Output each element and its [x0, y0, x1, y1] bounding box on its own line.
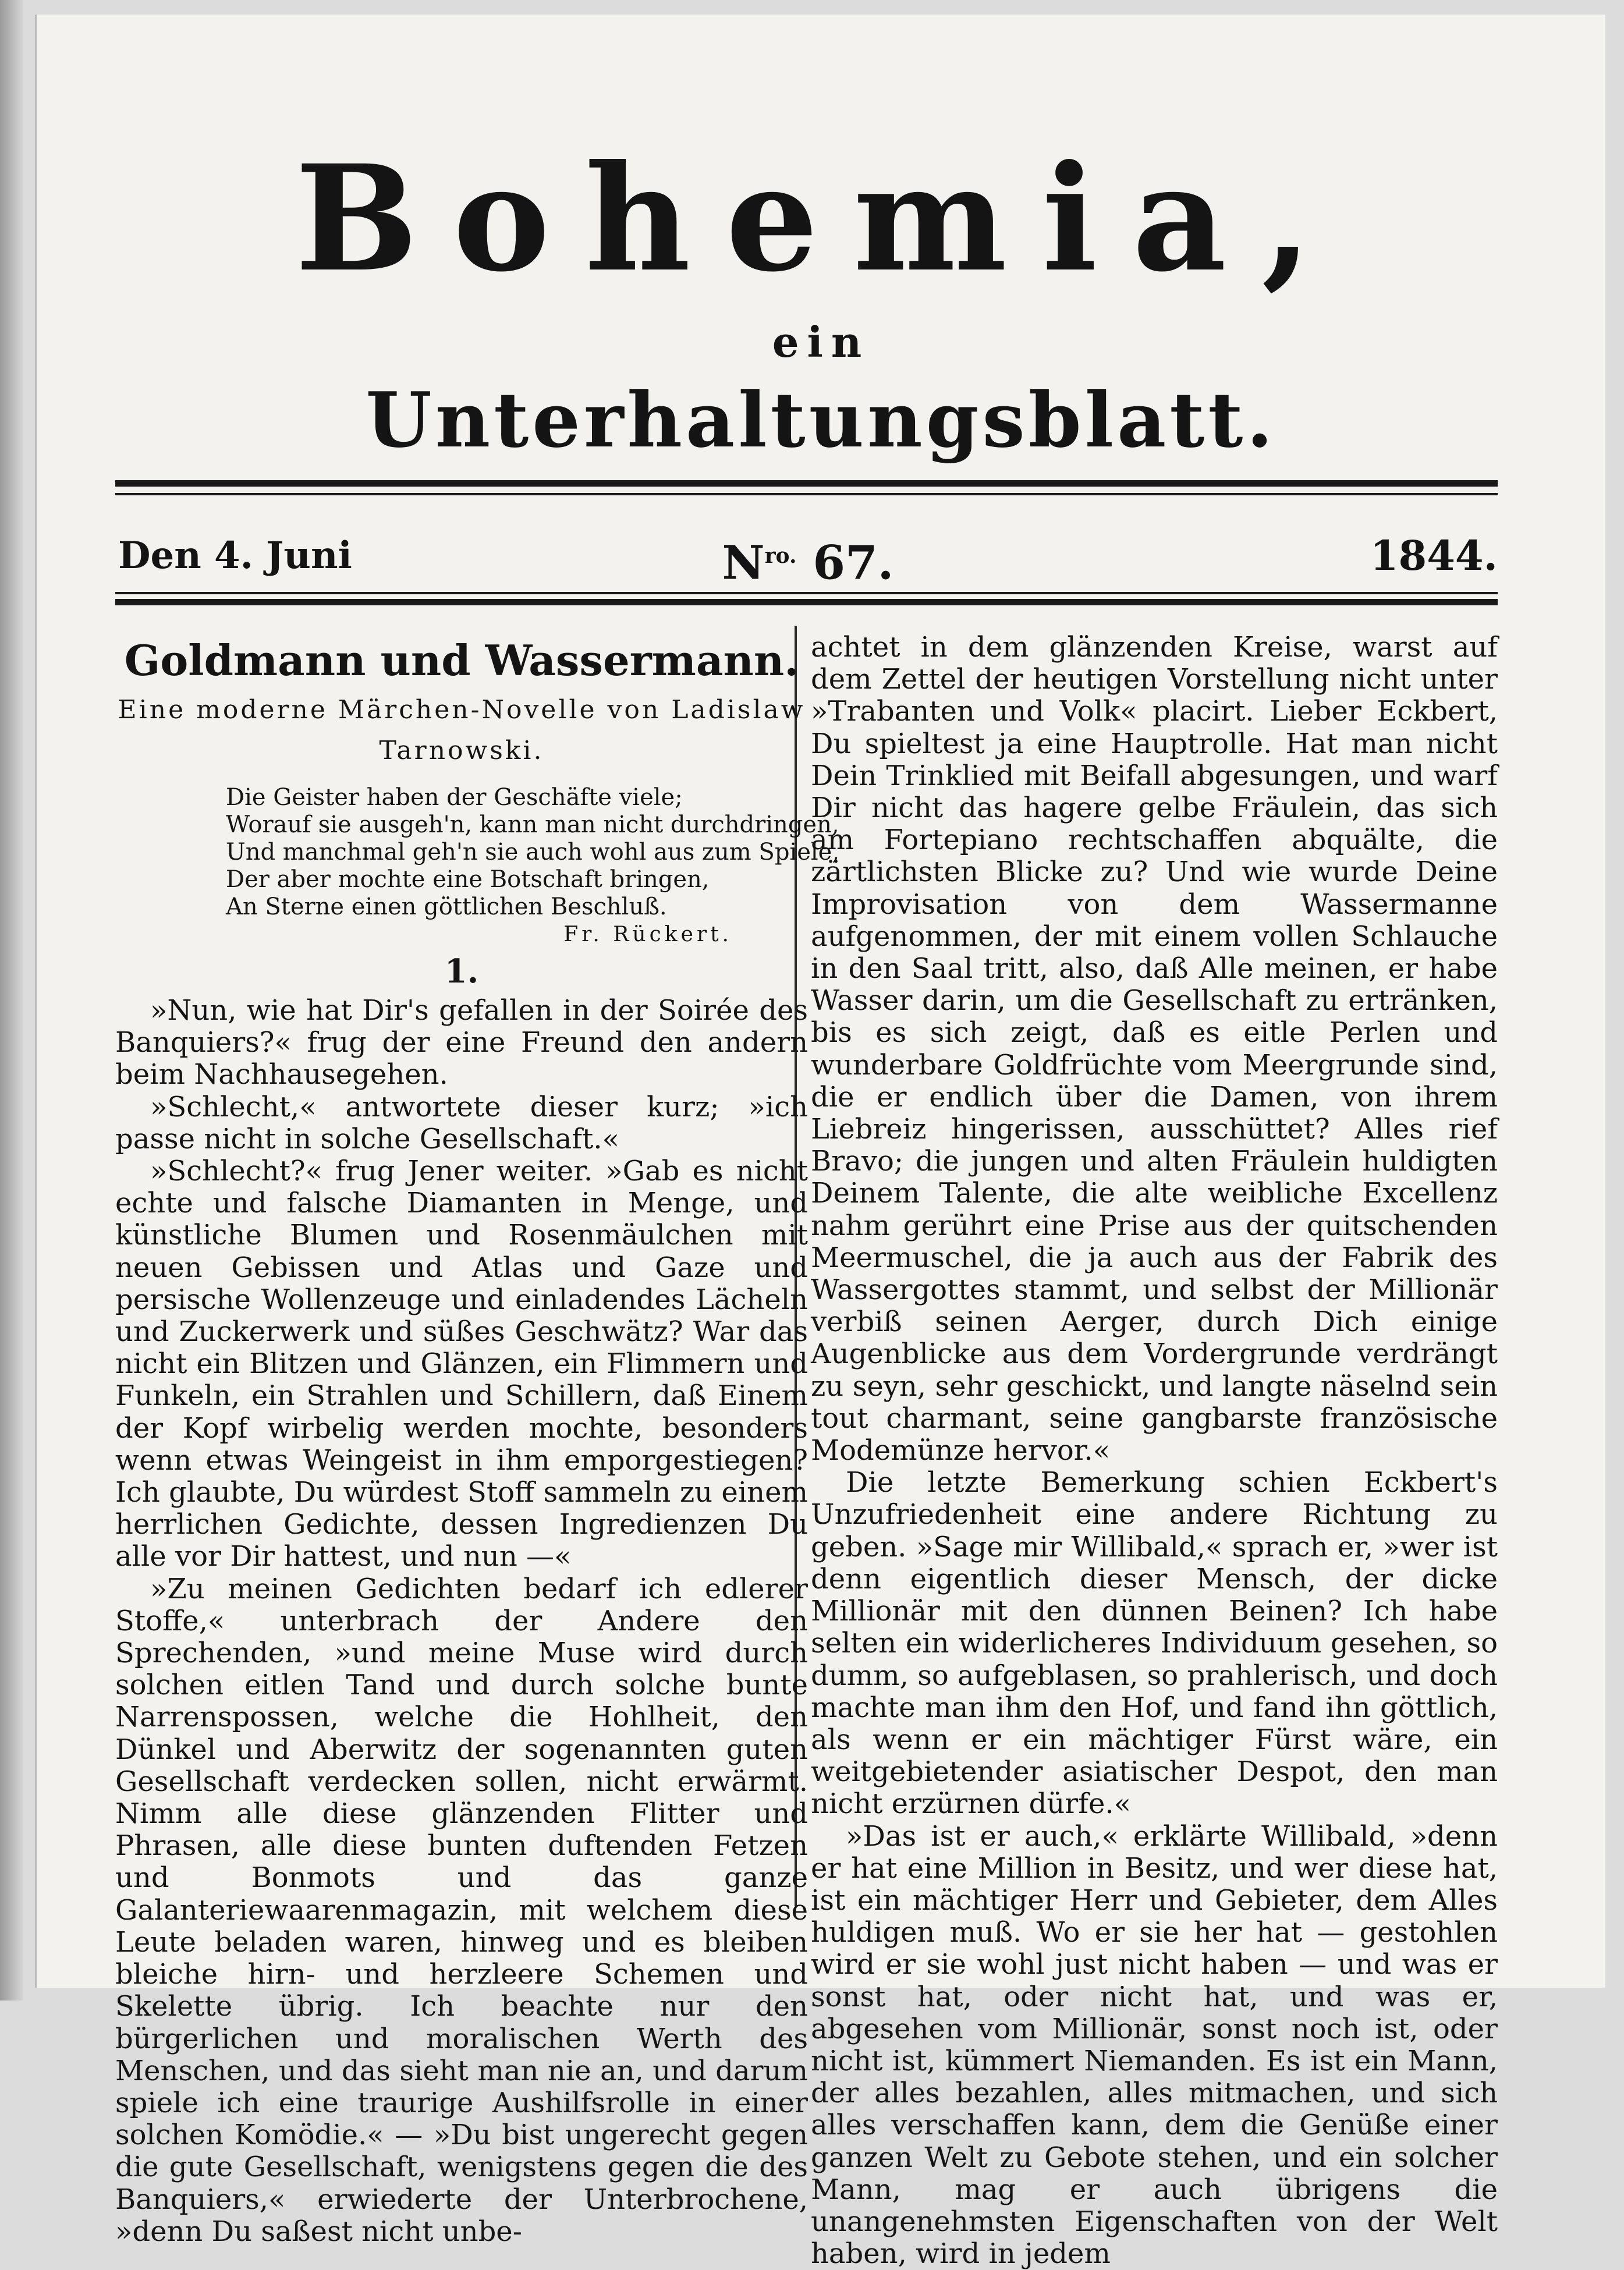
issue-number — [118, 527, 1498, 592]
issue-date: Den 4. Juni — [118, 534, 352, 577]
left-column — [115, 632, 840, 2248]
paragraph: »Das ist er auch,« erklärte Willibald, »denn er hat eine Million in Besitz, und wer diese hat, ist ein mächtiger Herr und Gebieter, dem Alles huldigen muß. Wo er sie her hat — gestohlen wird er sie wohl just nicht haben — und was er sonst hat, oder nicht hat, und was er, abgesehen vom Millionär, sonst noch ist, oder nicht ist, kümmert Niemanden. Es ist ein Mann, der alles bezahlen, alles mitmachen, und sich alles verschaffen kann, dem die Genüße einer ganzen Welt zu Gebote stehen, und ein solcher Mann, mag er auch übrigens die unangenehmsten Eigenschaften von der Welt haben, wird in jedem — [811, 1819, 1498, 2270]
paragraph: Die letzte Bemerkung schien Eckbert's Unzufriedenheit eine andere Richtung zu geben. »Sage mir Willibald,« sprach er, »wer ist denn eigentlich dieser Mensch, der dicke Millionär mit den dünnen Beinen? Ich habe selten ein widerlicheres Individuum gesehen, so dumm, so aufgeblasen, so prahlerisch, und doch machte man ihm den Hof, und fand ihn göttlich, als wenn er ein mächtiger Fürst wäre, ein weitgebietender asiatischer Despot, den man nicht erzürnen dürfe.« — [811, 1466, 1498, 1821]
paragraph: »Schlecht?« frug Jener weiter. »Gab es nicht echte und falsche Diamanten in Menge, und künstliche Blumen und Rosenmäulchen mit neuen Gebissen und Atlas und Gaze und persische Wollenzeuge und einladendes Lächeln und Zuckerwerk und süßes Geschwätz? War das nicht ein Blitzen und Glänzen, ein Flimmern und Funkeln, ein Strahlen und Schillern, daß Einem der Kopf wirbelig werden mochte, besonders wenn etwas Weingeist in ihm emporgestiegen? Ich glaubte, Du würdest Stoff sammeln zu einem herrlichen Gedichte, dessen Ingredienzen Du alle vor Dir hattest, und nun —« — [115, 1155, 808, 1573]
masthead-rule-top-thick — [115, 480, 1498, 487]
motto — [226, 784, 840, 948]
right-column — [811, 632, 1498, 2270]
article-subtitle: Eine moderne Märchen-Novelle von Ladislaw Tarnowski. — [118, 695, 806, 765]
issue-number-value: 67. — [813, 535, 894, 590]
paragraph: »Zu meinen Gedichten bedarf ich edlerer Stoffe,« unterbrach der Andere den Sprechenden, »und meine Muse wird durch solchen eitlen Tand und durch solche bunte Narrenspossen, welche die Hohlheit, den Dünkel und Aberwitz der sogenannten guten Gesellschaft verdecken sollen, nicht erwärmt. Nimm alle diese glänzenden Flitter und Phrasen, alle diese bunten duftenden Fetzen und Bonmots und das ganze Galanteriewaarenmagazin, mit welchem diese Leute beladen waren, hinweg und es bleiben bleiche hirn- und herzleere Schemen und Skelette übrig. Ich beachte nur den bürgerlichen und moralischen Werth des Menschen, und das sieht man nie an, und darum spiele ich eine traurige Aushilfsrolle in einer solchen Komödie.« — »Du bist ungerecht gegen die gute Gesellschaft, wenigstens gegen die des Banquiers,« erwiederte der Unterbrochene, »denn Du saßest nicht unbe- — [115, 1572, 808, 2248]
paragraph: »Nun, wie hat Dir's gefallen in der Soirée des Banquiers?« frug der eine Freund den andern beim Nachhausegehen. — [115, 994, 808, 1091]
adjacent-page-edge — [0, 0, 23, 2001]
paragraph: »Schlecht,« antwortete dieser kurz; »ich passe nicht in solche Gesellschaft.« — [115, 1090, 808, 1155]
motto-line: Die Geister haben der Geschäfte viele; — [226, 784, 683, 811]
masthead-ein: ein — [772, 317, 870, 367]
section-number: 1. — [444, 952, 479, 991]
dateline — [118, 527, 1498, 590]
issue-number-suffix: ro. — [764, 544, 797, 568]
motto-line: Worauf sie ausgeh'n, kann man nicht durchdringen, — [226, 811, 839, 838]
issue-year: 1844. — [1370, 531, 1498, 580]
motto-line: Und manchmal geh'n sie auch wohl aus zum Spiele, — [226, 839, 840, 866]
article-title: Goldmann und Wassermann. — [124, 636, 799, 685]
masthead-rule-top-thin — [115, 493, 1498, 495]
masthead-title: Bohemia, — [295, 133, 1348, 304]
masthead-subtitle: Unterhaltungsblatt. — [366, 375, 1276, 464]
motto-line: Der aber mochte eine Botschaft bringen, — [226, 866, 710, 893]
dateline-rule-thin — [115, 592, 1498, 594]
issue-number-prefix: N — [722, 535, 765, 590]
paragraph: achtet in dem glänzenden Kreise, warst auf dem Zettel der heutigen Vorstellung nicht unter »Trabanten und Volk« placirt. Lieber Eckbert, Du spieltest ja eine Hauptrolle. Hat man nicht Dein Trinklied mit Beifall abgesungen, und warf Dir nicht das hagere gelbe Fräulein, das sich am Fortepiano rechtschaffen abquälte, die zärtlichsten Blicke zu? Und wie wurde Deine Improvisation von dem Wassermanne aufgenommen, der mit einem vollen Schlauche in den Saal tritt, also, daß Alle meinen, er habe Wasser darin, um die Gesellschaft zu ertränken, bis es sich zeigt, daß es eitle Perlen und wunderbare Goldfrüchte vom Meergrunde sind, die er endlich über die Damen, von ihrem Liebreiz hingerissen, ausschüttet? Alles rief Bravo; die jungen und alten Fräulein huldigten Deinem Talente, die alte weibliche Excellenz nahm gerührt eine Prise aus der quitschenden Meermuschel, die ja auch aus der Fabrik des Wassergottes stammt, und selbst der Millionär verbiß seinen Aerger, durch Dich einige Augenblicke aus dem Vordergrunde verdrängt zu seyn, sehr geschickt, und langte näselnd sein tout charmant, seine gangbarste französische Modemünze hervor.« — [811, 631, 1498, 1467]
motto-author: Fr. Rückert. — [563, 923, 732, 946]
motto-line: An Sterne einen göttlichen Beschluß. — [226, 893, 667, 920]
dateline-rule-thick — [115, 599, 1498, 605]
newspaper-page — [35, 15, 1605, 2270]
